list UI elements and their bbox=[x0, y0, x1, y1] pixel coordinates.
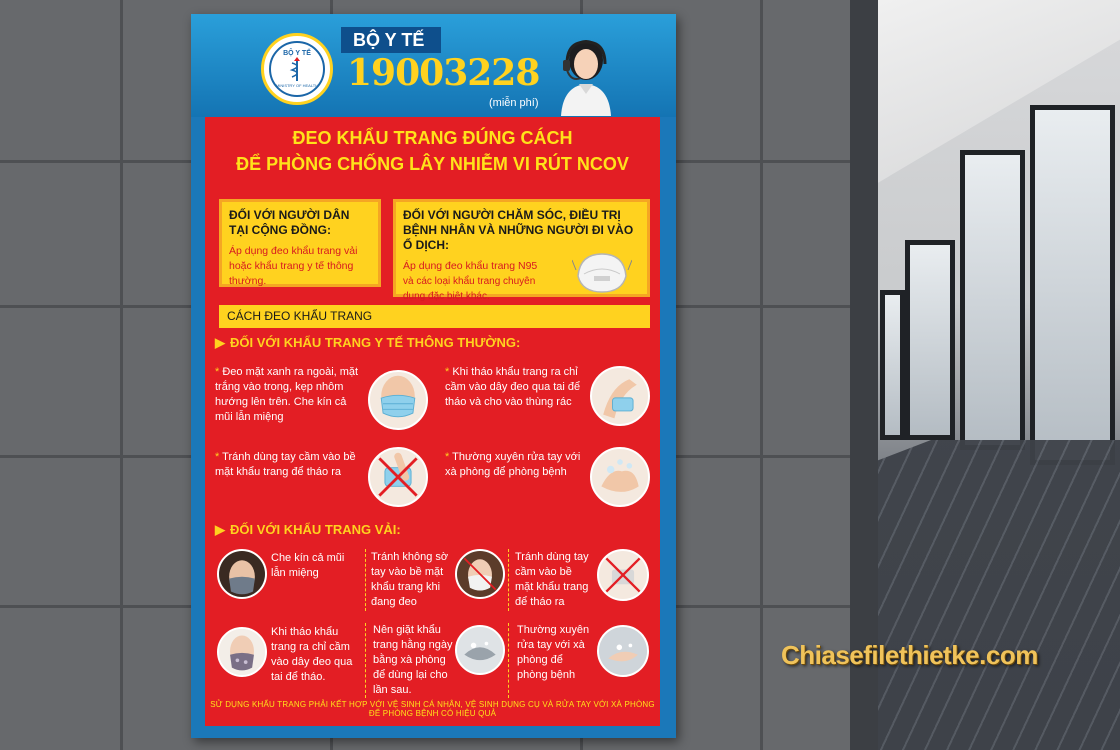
medical-mask-heading bbox=[215, 335, 520, 351]
corridor-window bbox=[880, 290, 905, 440]
cloth-item: Thường xuyên rửa tay với xà phòng để phòng bệnh bbox=[517, 624, 590, 681]
medical-item: * Khi tháo khẩu trang ra chỉ cầm vào dây đeo qua tai để tháo và cho vào thùng rác bbox=[445, 366, 581, 408]
cloth-item: Khi tháo khẩu trang ra chỉ cầm vào dây đeo qua tai để tháo. bbox=[271, 626, 353, 683]
arrow-icon: ▶ bbox=[215, 522, 225, 537]
remove-mask-illustration bbox=[590, 366, 650, 426]
operator-headset-icon bbox=[557, 36, 615, 116]
caregiver-box bbox=[393, 199, 650, 302]
poster-title-line1: ĐEO KHẨU TRANG ĐÚNG CÁCH bbox=[292, 128, 573, 148]
cloth-item: Nên giặt khẩu trang hằng ngày bằng xà phòng để dùng lại cho lần sau. bbox=[373, 624, 453, 696]
poster-main-panel bbox=[205, 117, 660, 726]
community-heading: ĐỐI VỚI NGƯỜI DÂN TẠI CỘNG ĐỒNG: bbox=[229, 208, 350, 237]
logo-bottom-text: MINISTRY OF HEALTH bbox=[275, 83, 319, 88]
divider bbox=[365, 549, 366, 611]
cloth-item: Tránh không sờ tay vào bề mặt khẩu trang khi đang đeo bbox=[371, 551, 449, 608]
community-text: Áp dụng đeo khẩu trang vải hoặc khẩu trang y tế thông thường. bbox=[229, 245, 358, 287]
patterned-mask-photo bbox=[217, 627, 267, 677]
corridor-window bbox=[905, 240, 955, 440]
hand-washing-photo bbox=[597, 625, 649, 677]
cloth-item: Tránh dùng tay cầm vào bề mặt khẩu trang để tháo ra bbox=[515, 551, 589, 608]
medical-mask-heading-text: ĐỐI VỚI KHẨU TRANG Y TẾ THÔNG THƯỜNG: bbox=[230, 335, 521, 350]
medical-item: * Thường xuyên rửa tay với xà phòng để phòng bệnh bbox=[445, 451, 581, 478]
dont-touch-cloth-illustration bbox=[597, 549, 649, 601]
ministry-label: BỘ Y TẾ bbox=[341, 27, 441, 53]
hand-washing-illustration bbox=[590, 447, 650, 507]
washing-mask-illustration bbox=[455, 625, 505, 675]
poster-title-line2: ĐỂ PHÒNG CHỐNG LÂY NHIỄM VI RÚT NCOV bbox=[236, 154, 629, 174]
divider bbox=[508, 623, 509, 698]
corridor-window bbox=[1030, 105, 1115, 465]
caregiver-heading: ĐỐI VỚI NGƯỜI CHĂM SÓC, ĐIỀU TRỊ BỆNH NHÂN VÀ NHỮNG NGƯỜI ĐI VÀO Ổ DỊCH: bbox=[403, 208, 634, 252]
arrow-icon: ▶ bbox=[215, 335, 225, 350]
poster-title bbox=[205, 125, 660, 177]
medical-item: * Tránh dùng tay cầm vào bề mặt khẩu trang để tháo ra bbox=[215, 451, 356, 478]
corridor-window bbox=[960, 150, 1025, 450]
poster-header bbox=[191, 14, 676, 117]
cloth-mask-heading bbox=[215, 522, 401, 538]
caregiver-text-line2: và các loại khẩu trang chuyên dụng đặc biệt khác. bbox=[403, 276, 536, 302]
cloth-item: Che kín cả mũi lẫn miệng bbox=[271, 552, 345, 579]
medical-item: * Đeo mặt xanh ra ngoài, mặt trắng vào trong, kẹp nhôm hướng lên trên. Che kín cả mũi lẫn miệng bbox=[215, 366, 359, 423]
divider bbox=[365, 623, 366, 698]
poster-footer: SỬ DỤNG KHẨU TRANG PHẢI KẾT HỢP VỚI VỆ SINH CÁ NHÂN, VỆ SINH DỤNG CỤ VÀ RỬA TAY VỚI XÀ PHÒNG ĐỂ PHÒNG BỆNH CÓ HIỆU QUẢ bbox=[210, 700, 655, 718]
woman-mask-photo bbox=[455, 549, 505, 599]
poster bbox=[191, 14, 676, 738]
n95-mask-icon bbox=[572, 250, 632, 296]
caduceus-icon bbox=[288, 57, 306, 83]
ministry-logo bbox=[261, 33, 333, 105]
corridor-floor bbox=[850, 440, 1120, 750]
hotline-note: (miễn phí) bbox=[489, 97, 539, 109]
how-to-bar: CÁCH ĐEO KHẨU TRANG bbox=[219, 305, 650, 328]
corridor-pillar bbox=[850, 0, 878, 750]
dont-touch-illustration bbox=[368, 447, 428, 507]
caregiver-text-line1: Áp dụng đeo khẩu trang N95 bbox=[403, 260, 538, 272]
logo-top-text: BỘ Y TẾ bbox=[283, 50, 311, 57]
cloth-mask-photo bbox=[217, 549, 267, 599]
hotline-number: 19003228 bbox=[347, 52, 540, 94]
cloth-mask-heading-text: ĐỐI VỚI KHẨU TRANG VẢI: bbox=[230, 522, 401, 537]
divider bbox=[508, 549, 509, 611]
community-box bbox=[219, 199, 381, 287]
face-mask-illustration bbox=[368, 370, 428, 430]
site-watermark: Chiasefilethietke.com bbox=[781, 640, 1038, 670]
